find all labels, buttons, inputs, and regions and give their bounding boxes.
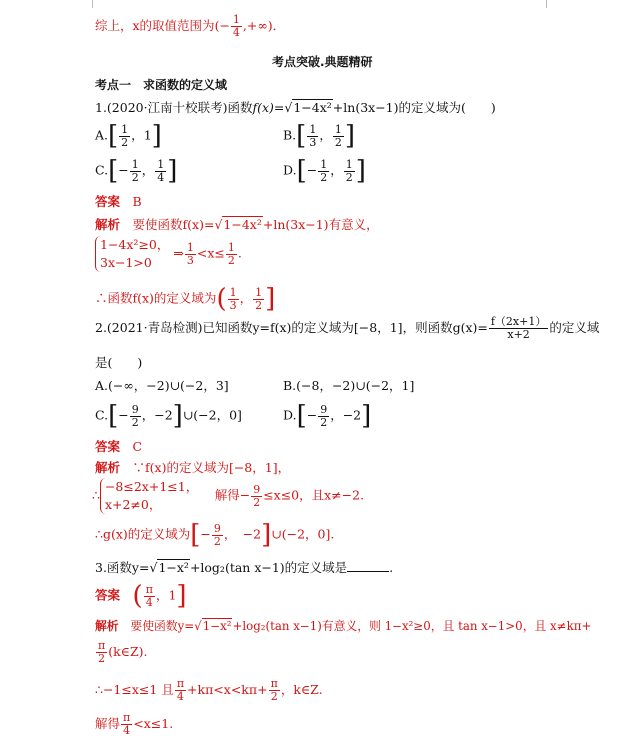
fraction — [318, 404, 329, 429]
system-row: 1−4x²≥0， — [100, 237, 170, 252]
q3-stem-text: +log₂(tan x−1)的定义域是 — [189, 560, 348, 575]
option-label: C. — [95, 407, 109, 423]
bracket-left: [ — [296, 401, 307, 431]
frac-num: 9 — [320, 402, 328, 416]
bracket-right: ] — [167, 156, 178, 186]
frac-den: 2 — [131, 415, 139, 429]
bracket-right: ] — [361, 401, 372, 431]
frac-num: 1 — [232, 13, 240, 26]
frac-num: 1 — [320, 157, 328, 171]
frac-num: 1 — [131, 157, 139, 171]
bracket-left: ( — [132, 581, 143, 611]
inequality-system — [95, 236, 169, 272]
q3-explanation-line2 — [95, 640, 147, 665]
fraction — [251, 484, 262, 509]
frac-den: 3 — [229, 298, 237, 312]
q1-option-b: B.[ $\frac{1}{3}$ ， $\frac{1}{2}$ ] — [283, 121, 355, 151]
minus-sign: − — [118, 162, 129, 178]
q1-stem-func: f(x)= — [252, 100, 285, 115]
frac-den: 4 — [232, 26, 240, 39]
fraction — [119, 124, 130, 149]
solution-text: ≤x≤0，且x≠−2. — [263, 487, 365, 503]
q2-option-d: D.[− $\frac{9}{2}$ ，−2] — [283, 401, 372, 431]
explanation-text: +kπ<x<kπ+ — [187, 682, 268, 697]
frac-den: 2 — [253, 495, 261, 509]
q3-explanation-line4 — [95, 712, 173, 737]
explanation-text: (k∈Z). — [108, 644, 148, 659]
q1-stem-prefix: 1.(2020·江南十校联考)函数 — [95, 100, 253, 115]
fraction — [130, 159, 141, 184]
frac-den: 2 — [345, 170, 353, 184]
frac-den: 2 — [320, 170, 328, 184]
frac-den: x+2 — [507, 328, 530, 341]
q3-explanation-line3 — [95, 678, 323, 703]
q1-option-d: D.[− $\frac{1}{2}$ ， $\frac{1}{2}$ ] — [283, 156, 366, 186]
fraction — [269, 678, 280, 703]
answer-blank — [347, 559, 389, 572]
fraction — [253, 287, 264, 312]
q2-explanation-line1 — [95, 458, 290, 476]
q1-stem-sqrt: 1−4x² — [293, 100, 332, 115]
frac-num: 9 — [131, 402, 139, 416]
frac-den: 4 — [123, 724, 131, 737]
frac-den: 3 — [186, 253, 194, 267]
frac-num: 1 — [121, 122, 129, 136]
inequality-system — [100, 478, 198, 514]
prior-conclusion-rest: ,+∞)． — [242, 18, 286, 33]
fraction — [175, 678, 186, 703]
option-rest: ∪(−2，0] — [182, 407, 242, 423]
explanation-text: ，k∈Z. — [280, 682, 323, 697]
bracket-left: [ — [108, 156, 119, 186]
system-row: −8≤2x+1≤1， — [104, 479, 199, 494]
answer-label: 答案 — [95, 439, 121, 454]
conclusion-text: ∴函数f(x)的定义域为 — [95, 290, 217, 306]
inequality-text: <x≤ — [196, 245, 225, 261]
q3-stem: 3.函数y=√1−x²+log₂(tan x−1)的定义域是 . — [95, 560, 394, 575]
q2-stem-cont: 是( ) — [95, 355, 143, 370]
frac-num: 1 — [186, 240, 194, 254]
conclusion-text: ∴g(x)的定义域为 — [95, 526, 191, 542]
q1-option-a: A.[ $\frac{1}{2}$ ，1] — [95, 121, 162, 151]
q1-stem: 1.(2020·江南十校联考)函数f(x)=√1−4x²+ln(3x−1)的定义域为( ) — [95, 100, 496, 115]
frac-num: 1 — [309, 122, 317, 136]
bracket-right: ] — [261, 520, 272, 550]
frac-num: 1 — [157, 157, 165, 171]
page-corner-mark-left — [82, 0, 93, 8]
q3-explanation-line1: 解析 要使函数y=√1−x²+log₂(tan x−1)有意义，则 1−x²≥0，且 tan x−1>0，且 x≠kπ+ — [95, 619, 592, 633]
option-label: D. — [283, 407, 297, 423]
bracket-left: ( — [216, 284, 227, 314]
solution-text: 解得− — [214, 487, 251, 503]
bracket-left: [ — [296, 156, 307, 186]
prior-conclusion-text: 综上，x的取值范围为 — [95, 18, 215, 33]
frac-den: 4 — [157, 170, 165, 184]
explanation-text: 要使函数y= — [130, 619, 195, 633]
explanation-text: ∵f(x)的定义域为[−8，1]， — [132, 460, 291, 475]
frac-num: 1 — [229, 285, 237, 299]
q2-stem — [95, 316, 599, 341]
fraction — [228, 287, 239, 312]
q2-stem-text: 2.(2021·青岛检测)已知函数y=f(x)的定义域为[−8，1]，则函数g(x)= — [95, 320, 488, 335]
q3-stem-text: 3.函数y= — [95, 560, 150, 575]
frac-den: 2 — [213, 534, 221, 548]
frac-den: 2 — [270, 690, 278, 703]
fraction — [489, 316, 549, 341]
frac-num: 9 — [213, 521, 221, 535]
bracket-right: ] — [151, 121, 162, 151]
bracket-right: ] — [176, 581, 187, 611]
prior-conclusion-open: (− — [214, 18, 230, 33]
frac-num: 1 — [255, 285, 263, 299]
frac-num: π — [145, 582, 153, 596]
section-title: 考点突破.典题精研 — [272, 55, 373, 69]
frac-den: 2 — [255, 298, 263, 312]
frac-num: π — [270, 677, 278, 690]
q3-answer: 答案 ( $\frac{\pi}{4}$ ，1] — [95, 581, 187, 611]
q3-stem-sqrt: 1−x² — [158, 560, 189, 575]
bracket-right: ] — [355, 156, 366, 186]
q2-option-c: C.[− $\frac{9}{2}$ ，−2]∪(−2，0] — [95, 401, 242, 431]
frac-num: f（2x+1） — [490, 315, 547, 328]
answer-value: 1 — [168, 587, 177, 603]
frac-den: 2 — [98, 652, 106, 665]
option-label: C. — [95, 162, 109, 178]
answer-label: 答案 — [95, 587, 121, 603]
explanation-label: 解析 — [95, 217, 121, 232]
frac-den: 3 — [309, 135, 317, 149]
bracket-left: [ — [108, 401, 119, 431]
fraction — [144, 584, 155, 609]
explanation-text: +log₂(tan x−1)有意义，则 1−x²≥0，且 tan x−1>0，且 x≠kπ+ — [232, 619, 592, 633]
explanation-text: +ln(3x−1)有意义， — [262, 217, 379, 232]
q2-option-b: B.(−8，−2)∪(−2，1] — [283, 378, 415, 393]
prior-conclusion-fraction — [231, 14, 242, 39]
frac-den: 4 — [176, 690, 184, 703]
answer-value: B — [132, 194, 142, 209]
frac-num: 1 — [345, 157, 353, 171]
bracket-left: [ — [296, 121, 307, 151]
bracket-right: ] — [265, 284, 276, 314]
q2-system: ∴ −8≤2x+1≤1， x+2≠0， 解得− $\frac{9}{2}$ ≤x≤0，且x≠−2. — [92, 479, 365, 512]
fraction — [307, 124, 318, 149]
frac-num: 9 — [253, 482, 261, 496]
frac-den: 2 — [320, 415, 328, 429]
fraction — [155, 159, 166, 184]
explanation-text: 解得 — [95, 716, 121, 731]
frac-num: 1 — [227, 240, 235, 254]
q2-answer — [95, 437, 142, 455]
bracket-right: ] — [172, 401, 183, 431]
fraction — [121, 712, 132, 737]
option-label: A. — [95, 127, 109, 143]
explanation-label: 解析 — [95, 619, 119, 633]
system-row: x+2≠0， — [104, 497, 162, 512]
q1-stem-rest: +ln(3x−1)的定义域为( ) — [332, 100, 496, 115]
option-value: 1 — [143, 127, 152, 143]
frac-num: 1 — [334, 122, 342, 136]
explanation-sqrt: 1−x² — [202, 619, 232, 633]
period: . — [237, 245, 242, 261]
option-label: D. — [283, 162, 297, 178]
bracket-left: [ — [190, 520, 201, 550]
frac-den: 2 — [227, 253, 235, 267]
frac-den: 4 — [145, 595, 153, 609]
explanation-text: <x≤1. — [133, 716, 174, 731]
q1-system — [95, 236, 242, 272]
q2-stem-text: 的定义域 — [549, 320, 600, 335]
fraction — [185, 242, 196, 267]
fraction — [226, 242, 237, 267]
frac-num: π — [176, 677, 185, 690]
fraction — [130, 404, 141, 429]
q1-conclusion: ∴函数f(x)的定义域为( $\frac{1}{3}$ ， $\frac{1}{2}$ ] — [95, 284, 276, 314]
frac-num: π — [98, 639, 106, 652]
frac-num: π — [123, 711, 131, 724]
fraction — [96, 640, 107, 665]
answer-label: 答案 — [95, 194, 121, 209]
period: . — [389, 560, 394, 575]
fraction — [212, 523, 223, 548]
frac-den: 2 — [121, 135, 129, 149]
q1-option-c: C.[− $\frac{1}{2}$ ， $\frac{1}{4}$ ] — [95, 156, 178, 186]
q2-conclusion: ∴g(x)的定义域为[− $\frac{9}{2}$ ， −2]∪(−2，0]. — [95, 520, 335, 550]
implies-sign: ⇒ — [173, 245, 184, 261]
q1-explanation-line1: 解析 要使函数f(x)=√1−4x²+ln(3x−1)有意义， — [95, 217, 379, 232]
topic-heading: 考点一 求函数的定义域 — [95, 78, 228, 92]
bracket-right: ] — [344, 121, 355, 151]
explanation-sqrt: 1−4x² — [223, 217, 262, 232]
conclusion-text: ∪(−2，0]. — [271, 526, 335, 542]
q1-answer — [95, 192, 142, 210]
explanation-label: 解析 — [95, 460, 121, 475]
q2-option-a: A.(−∞，−2)∪(−2，3] — [95, 378, 229, 393]
system-row: 3x−1>0 — [100, 255, 152, 270]
option-label: B. — [283, 127, 297, 143]
explanation-text: ∴−1≤x≤1 且 — [95, 682, 174, 697]
fraction — [333, 124, 344, 149]
frac-den: 2 — [334, 135, 342, 149]
fraction — [318, 159, 329, 184]
frac-den: 2 — [131, 170, 139, 184]
answer-value: C — [132, 439, 143, 454]
explanation-text: 要使函数f(x)= — [132, 217, 215, 232]
page-corner-mark-right — [546, 0, 557, 8]
prior-conclusion — [95, 14, 285, 39]
fraction — [344, 159, 355, 184]
bracket-left: [ — [108, 121, 119, 151]
